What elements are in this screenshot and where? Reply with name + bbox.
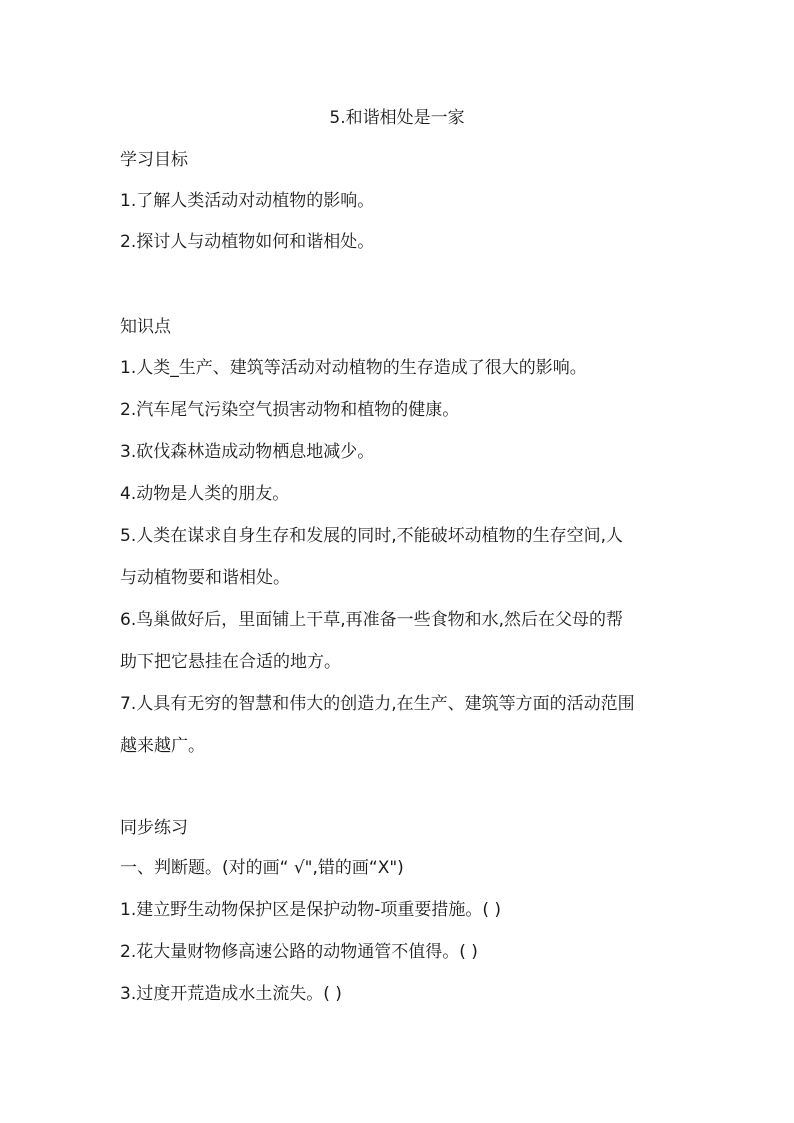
knowledge-item-5-line-2: 与动植物要和谐相处。 — [120, 568, 290, 588]
page-title: 5.和谐相处是一家 — [329, 108, 465, 128]
objective-item-1: 1.了解人类活动对动植物的影响。 — [120, 191, 375, 211]
knowledge-item-1: 1.人类_生产、建筑等活动对动植物的生存造成了很大的影响。 — [120, 358, 587, 378]
objectives-heading: 学习目标 — [120, 150, 188, 170]
knowledge-item-5-line-1: 5.人类在谋求自身生存和发展的同时,不能破坏动植物的生存空间,人 — [120, 526, 624, 546]
knowledge-item-7-line-2: 越来越广。 — [120, 736, 205, 756]
knowledge-item-6-line-1: 6.鸟巢做好后，里面铺上干草,再准备一些食物和水,然后在父母的帮 — [120, 610, 624, 630]
knowledge-heading: 知识点 — [120, 317, 171, 337]
knowledge-item-2: 2.汽车尾气污染空气损害动物和植物的健康。 — [120, 400, 460, 420]
exercise-item-1: 1.建立野生动物保护区是保护动物-项重要措施。( ) — [120, 900, 502, 920]
exercises-heading: 同步练习 — [120, 818, 188, 838]
exercise-item-2: 2.花大量财物修高速公路的动物通管不值得。( ) — [120, 942, 478, 962]
knowledge-item-7-line-1: 7.人具有无穷的智慧和伟大的创造力,在生产、建筑等方面的活动范围 — [120, 694, 635, 714]
objective-item-2: 2.探讨人与动植物如何和谐相处。 — [120, 232, 375, 252]
knowledge-item-3: 3.砍伐森林造成动物栖息地减少。 — [120, 442, 375, 462]
knowledge-item-4: 4.动物是人类的朋友。 — [120, 484, 290, 504]
knowledge-item-6-line-2: 助下把它悬挂在合适的地方。 — [120, 652, 341, 672]
exercise-section-title: 一、判断题。(对的画“ √",错的画“X") — [120, 858, 404, 878]
exercise-item-3: 3.过度开荒造成水土流失。( ) — [120, 984, 342, 1004]
